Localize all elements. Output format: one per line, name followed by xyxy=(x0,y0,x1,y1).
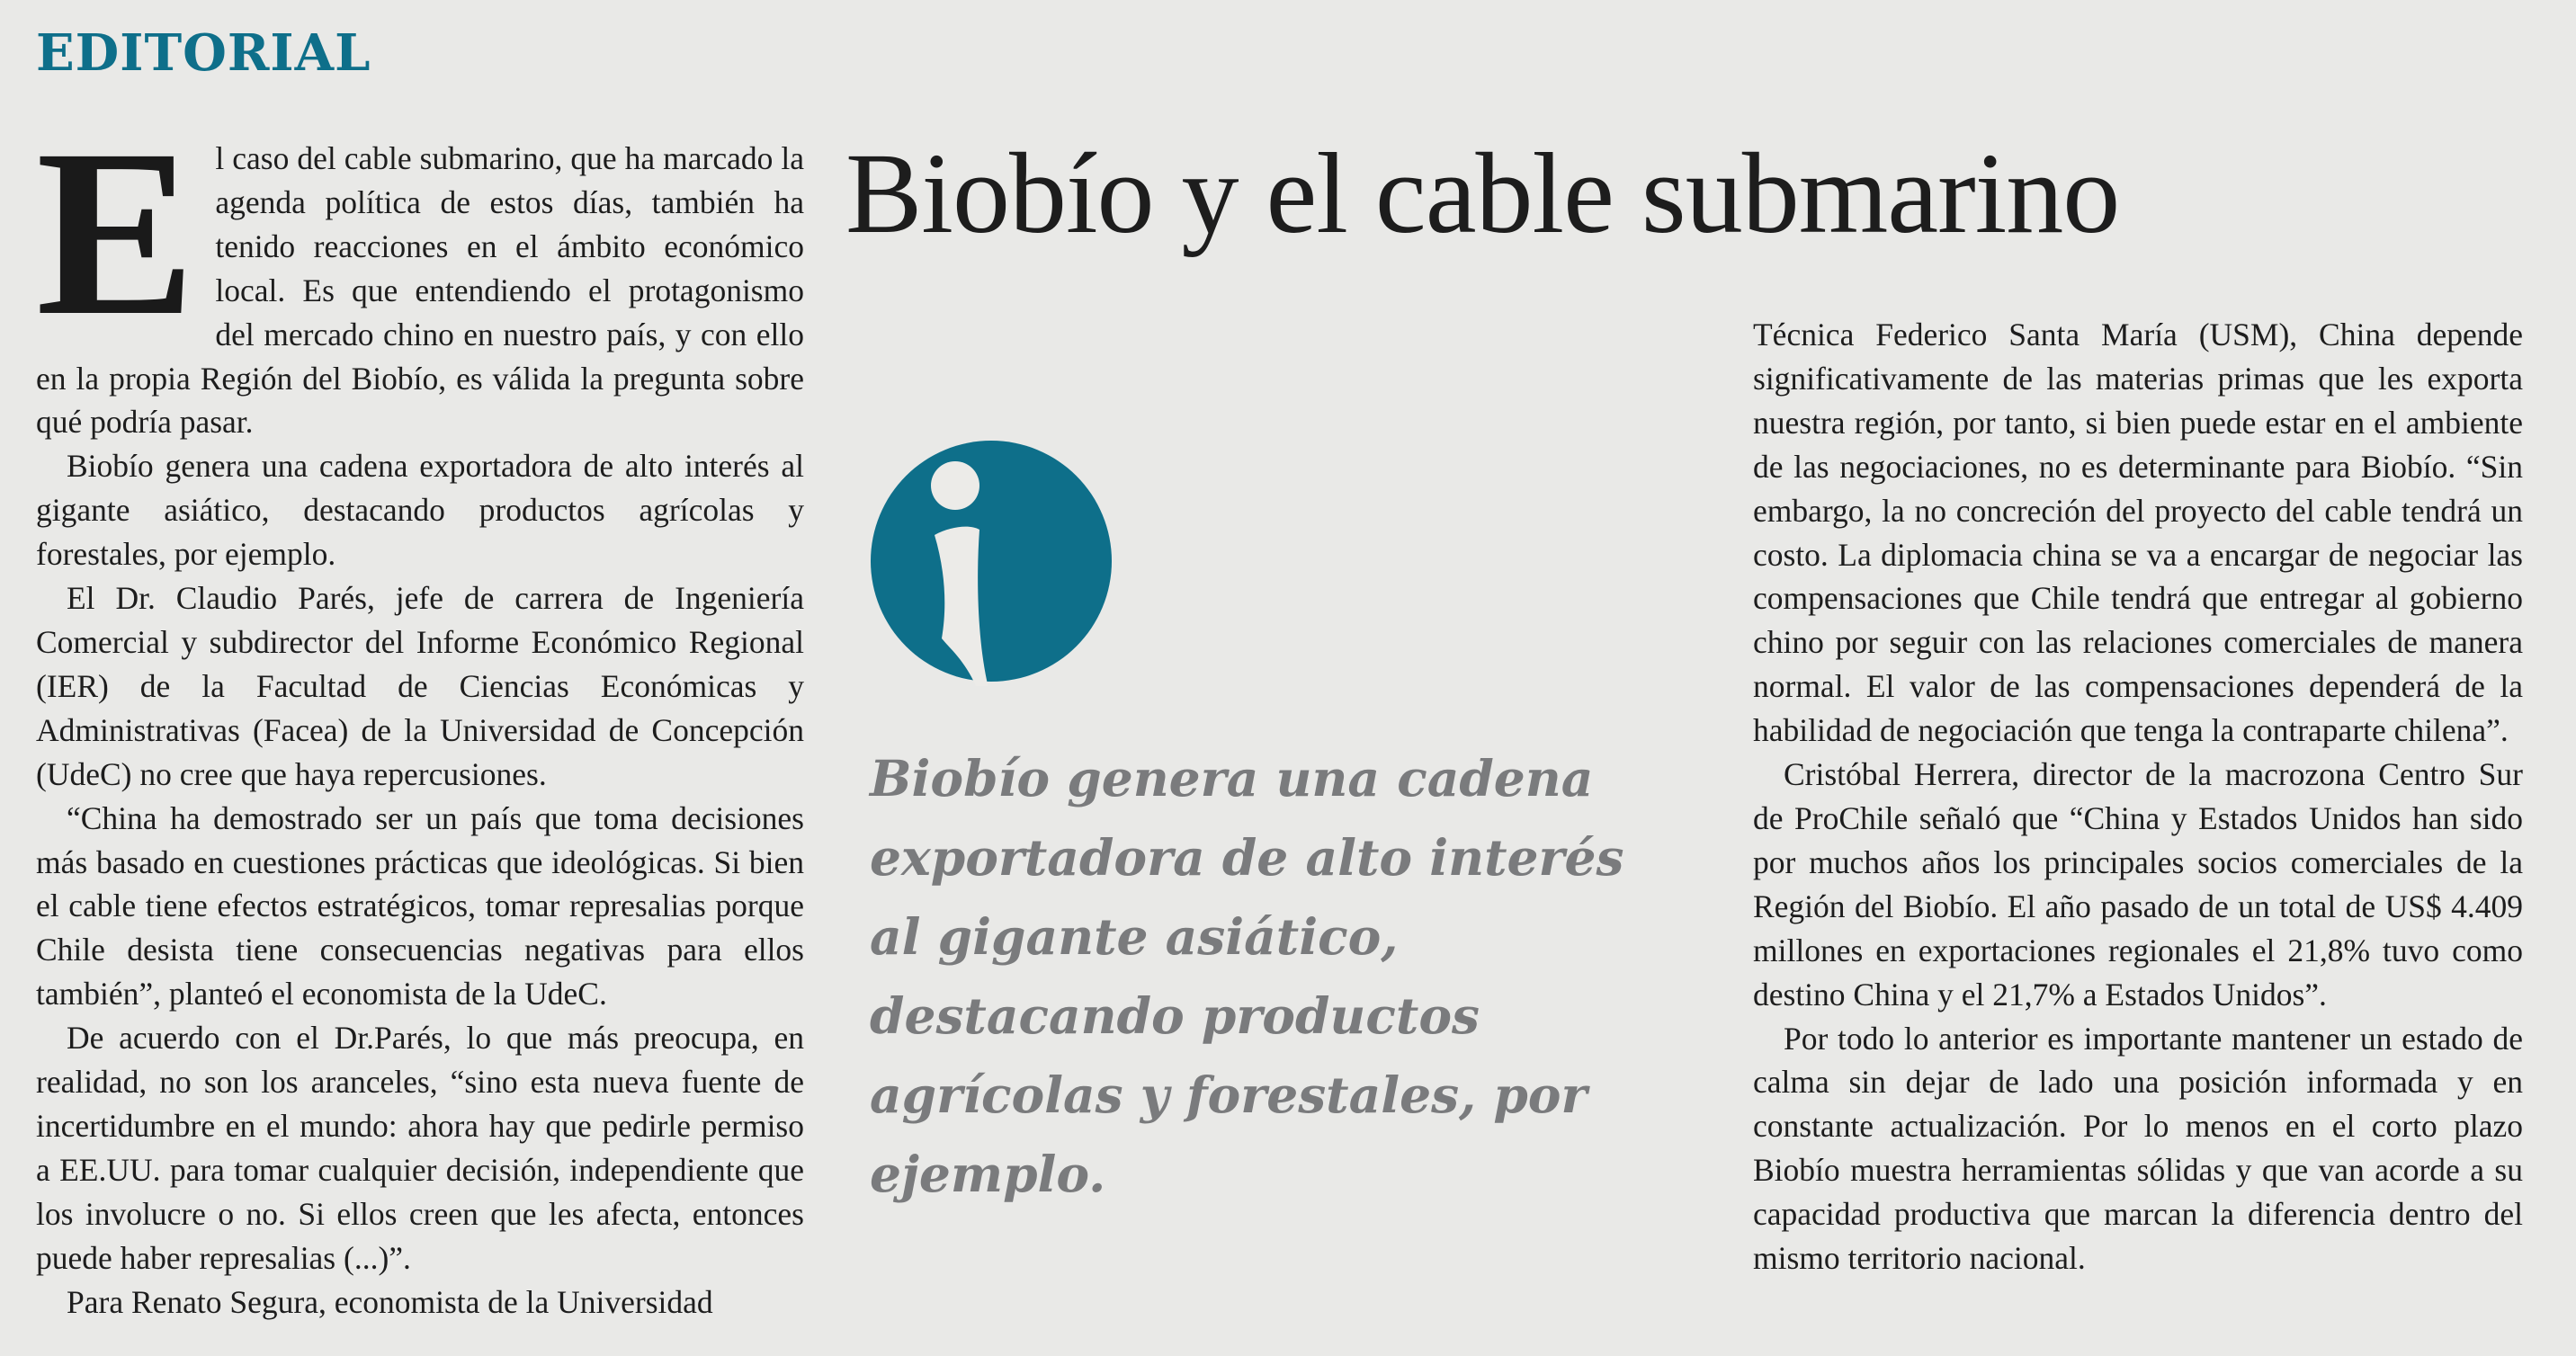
article-column-left xyxy=(36,100,804,1324)
article-paragraph: Cristóbal Herrera, director de la macrozona Centro Sur de ProChile señaló que “China y Estados Unidos han sido por muchos años los principales socios comerciales de la Región del Biobío. El año pasado de un total de US$ 4.409 millones en exportaciones regionales el 21,8% tuvo como destino China y el 21,7% a Estados Unidos”. xyxy=(1753,756,2523,1013)
info-circle-icon xyxy=(870,436,1113,686)
article-paragraph: Para Renato Segura, economista de la Universidad xyxy=(67,1283,713,1320)
article-paragraph: El Dr. Claudio Parés, jefe de carrera de Ingeniería Comercial y subdirector del Informe Económico Regional (IER) de la Facultad de Ciencias Económicas y Administrativas (Facea) de la Universidad de Concepción (UdeC) no cree que haya repercusiones. xyxy=(36,580,804,792)
article-paragraph: Por todo lo anterior es importante mantener un estado de calma sin dejar de lado una posición informada y en constante actualización. Por lo menos en el corto plazo Biobío muestra herramientas sólidas y que van acorde a su capacidad productiva que marcan la diferencia dentro del mismo territorio nacional. xyxy=(1753,1020,2523,1277)
section-label: EDITORIAL xyxy=(36,23,371,83)
article-paragraph: De acuerdo con el Dr.Parés, lo que más preocupa, en realidad, no son los aranceles, “sino esta nueva fuente de incertidumbre en el mundo: ahora hay que pedirle permiso a EE.UU. para tomar cualquier decisión, independiente que los involucre o no. Si ellos creen que les afecta, entonces puede haber represalias (...)”. xyxy=(36,1020,804,1276)
article-column-right xyxy=(1753,313,2523,1280)
article-paragraph: Biobío genera una cadena exportadora de alto interés al gigante asiático, destacando productos agrícolas y forestales, por ejemplo. xyxy=(36,448,804,573)
article-paragraph: “China ha demostrado ser un país que toma decisiones más basado en cuestiones prácticas que ideológicas. Si bien el cable tiene efectos estratégicos, tomar represalias porque Chile desista tiene consecuencias negativas para ellos también”, planteó el economista de la UdeC. xyxy=(36,799,804,1013)
headline: Biobío y el cable submarino xyxy=(845,129,2120,257)
pull-quote: Biobío genera una cadena exportadora de alto interés al gigante asiático, destacando productos agrícolas y forestales, por ejemplo. xyxy=(870,749,1624,1203)
drop-cap: E xyxy=(36,100,196,365)
paragraph-text: l caso del cable submarino, que ha marcado la agenda política de estos días, también ha tenido reacciones en el ámbito económico local. Es que entendiendo el protagonismo del mercado chino en nuestro país, y con ello en la propia Región del Biobío, es válida la pregunta sobre qué podría pasar. xyxy=(36,140,804,441)
article-paragraph: Técnica Federico Santa María (USM), China depende significativamente de las materias primas que les exporta nuestra región, por tanto, si bien puede estar en el ambiente de las negociaciones, no es determinante para Biobío. “Sin embargo, la no concreción del proyecto del cable tendrá un costo. La diplomacia china se va a encargar de negociar las compensaciones que Chile tendrá que entregar al gobierno chino por seguir con las relaciones comerciales de manera normal. El valor de las compensaciones dependerá de la habilidad de negociación que tenga la contraparte chilena”. xyxy=(1753,317,2523,749)
article-paragraph xyxy=(36,100,804,444)
